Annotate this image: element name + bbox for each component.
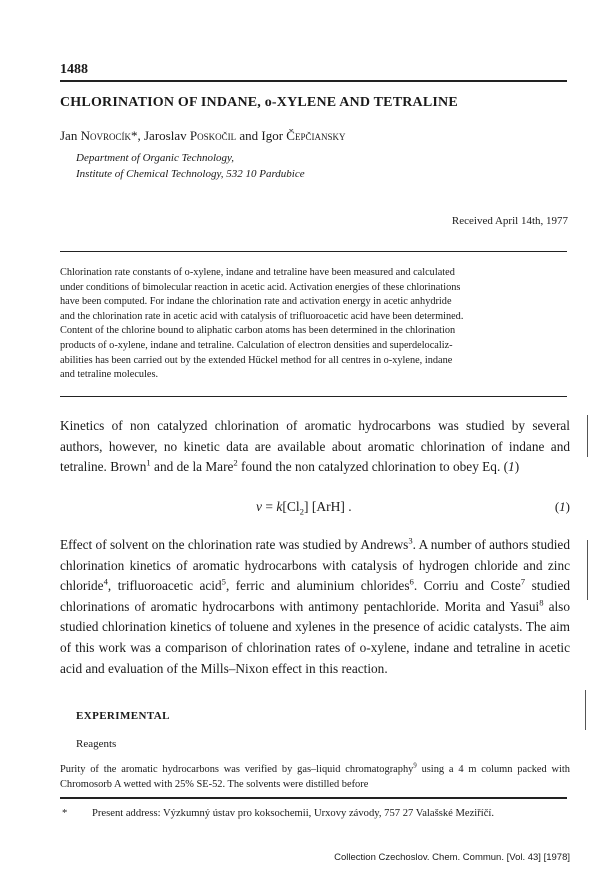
abstract-line: abilities has been carried out by the extended Hückel method for all centres in o-xylene, indane xyxy=(60,354,453,366)
intro-paragraph-2 xyxy=(60,535,570,679)
reference-2: 2 xyxy=(233,457,238,468)
author-1-given: Jan xyxy=(60,128,81,143)
reference-4: 4 xyxy=(103,576,108,587)
author-1-footnote-mark: *, xyxy=(130,128,144,143)
author-3-given: Igor xyxy=(261,128,287,143)
eq-rate-symbol: v xyxy=(256,499,262,514)
intro-text: . Corriu and Coste xyxy=(413,578,521,594)
reagents-paragraph xyxy=(60,762,570,792)
abstract-line: have been computed. For indane the chlorination rate and activation energy in acetic anhydride xyxy=(60,296,452,308)
article-title: CHLORINATION OF INDANE, o-XYLENE AND TETRALINE xyxy=(60,95,458,110)
intro-text: found the non catalyzed chlorination to obey Eq. ( xyxy=(237,459,509,475)
page-number: 1488 xyxy=(60,62,88,77)
author-list xyxy=(60,128,345,144)
abstract-line: Chlorination rate constants of o-xylene, indane and tetraline have been measured and calculated xyxy=(60,267,455,278)
equation-number xyxy=(555,499,570,515)
eq-chlorine: [Cl xyxy=(282,499,300,514)
author-2-surname: Poskočil xyxy=(189,128,237,143)
margin-scan-mark xyxy=(587,415,588,457)
intro-text: studied chlorinations of aromatic hydrocarbons with antimony pentachloride. Morita and Yasui xyxy=(60,578,570,614)
eq-arh: ] [ArH] . xyxy=(304,499,352,514)
footnote-text: Present address: Výzkumný ústav pro koksochemii, Urxovy závody, 757 27 Valašské Meziříčí. xyxy=(92,808,494,819)
author-1-surname: Novrocík xyxy=(80,128,131,143)
equation-reference: 1 xyxy=(508,459,515,475)
author-2-given: Jaroslav xyxy=(143,128,190,143)
eq-rate-constant: k xyxy=(276,499,283,514)
affiliation-institute: Institute of Chemical Technology, 532 10 Pardubice xyxy=(76,168,305,180)
received-date: Received April 14th, 1977 xyxy=(451,215,568,227)
reagents-text: using a 4 m column packed with Chromosorb A wetted with 25% SE-52. The solvents were distilled before xyxy=(60,764,570,790)
intro-paragraph-1 xyxy=(60,416,570,478)
abstract-top-rule xyxy=(60,251,567,252)
reference-9: 9 xyxy=(413,762,417,770)
eq-equals: = xyxy=(262,499,277,514)
footnote-mark: * xyxy=(62,808,68,819)
intro-text: ) xyxy=(514,459,520,475)
author-3-surname: Čepčiansky xyxy=(286,128,346,143)
reference-5: 5 xyxy=(221,576,226,587)
reference-6: 6 xyxy=(409,576,414,587)
section-heading-experimental: EXPERIMENTAL xyxy=(76,710,170,722)
reference-8: 8 xyxy=(539,597,544,608)
abstract xyxy=(60,266,570,383)
reagents-text: Purity of the aromatic hydrocarbons was verified by gas–liquid chromatography xyxy=(60,764,414,775)
intro-text: Kinetics of non catalyzed chlorination of aromatic hydrocarbons was studied by several authors, however, no kinetic data are available about aromatic chlorination of indane and tetraline. Brown xyxy=(60,418,570,475)
journal-footer: Collection Czechoslov. Chem. Commun. [Vol. 43] [1978] xyxy=(334,852,570,863)
abstract-line: products of o-xylene, indane and tetraline. Calculation of electron densities and superdelocaliz- xyxy=(60,339,453,351)
subsection-heading-reagents: Reagents xyxy=(76,738,117,750)
reference-7: 7 xyxy=(520,576,526,587)
margin-scan-mark xyxy=(587,540,588,600)
intro-text: Effect of solvent on the chlorination rate was studied by Andrews xyxy=(60,537,409,552)
intro-text: , trifluoroacetic acid xyxy=(107,578,222,594)
intro-text: also studied chlorination kinetics of toluene and xylenes in the presence of acidic catalysts. The aim of this work was a comparison of chlorination rates of o-xylene, indane and tetraline in acetic acid and evaluation of the Mills–Nixon effect in this reaction. xyxy=(60,598,570,676)
author-joiner: and xyxy=(236,128,262,143)
intro-text: , ferric and aluminium chlorides xyxy=(225,578,410,594)
abstract-line: and the chlorination rate in acetic acid with catalysis of trifluoroacetic acid have been determined. xyxy=(60,310,464,322)
intro-text: . A number of authors studied chlorination kinetics of aromatic hydrocarbons with catalysis of hydrogen chloride and zinc chloride xyxy=(60,537,570,594)
footnote-rule xyxy=(60,797,567,799)
affiliation-department: Department of Organic Technology, xyxy=(76,152,235,164)
equation-1 xyxy=(60,499,570,519)
abstract-bottom-rule xyxy=(60,396,567,397)
abstract-line: under conditions of bimolecular reaction in acetic acid. Activation energies of these chlorinations xyxy=(60,281,461,293)
abstract-line: Content of the chlorine bound to aliphatic carbon atoms has been determined in the chlorination xyxy=(60,325,456,337)
reference-3: 3 xyxy=(408,535,413,546)
rate-equation xyxy=(256,499,352,517)
eq-paren: ( xyxy=(554,499,560,514)
margin-scan-mark xyxy=(585,690,586,730)
footnote xyxy=(60,806,570,821)
intro-text: and de la Mare xyxy=(150,459,234,475)
eq-paren: ) xyxy=(565,499,570,514)
abstract-line: and tetraline molecules. xyxy=(60,369,159,381)
eq-num: 1 xyxy=(559,499,566,514)
header-rule xyxy=(60,80,567,82)
reference-1: 1 xyxy=(146,457,151,468)
eq-subscript: 2 xyxy=(299,506,305,517)
